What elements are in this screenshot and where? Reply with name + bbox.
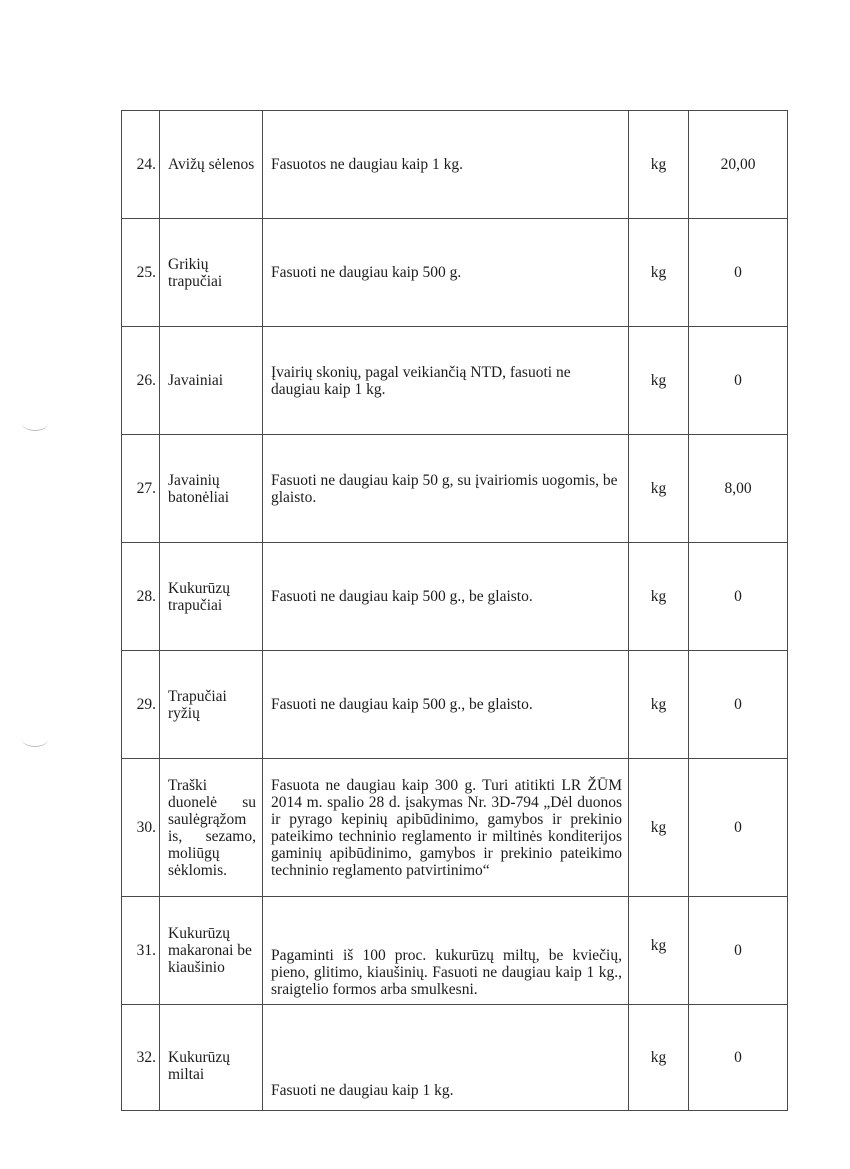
product-description: Fasuota ne daugiau kaip 300 g. Turi atitikti LR ŽŪM 2014 m. spalio 28 d. įsakymas Nr. 3D-794 „Dėl duonos ir pyrago kepinių apibūdinimo, gamybos ir prekinio pateikimo techninio reglamento ir miltinės konditerijos gaminių apibūdinimo, gamybos ir prekinio pateikimo techninio reglamento patvirtinimo“ <box>263 759 629 897</box>
product-name: Kukurūzų miltai <box>168 1048 230 1083</box>
product-name-cell <box>160 1005 263 1111</box>
quantity: 8,00 <box>689 435 788 543</box>
row-number: 31. <box>122 897 160 1005</box>
quantity: 20,00 <box>689 111 788 219</box>
product-name: Kukurūzų trapučiai <box>160 543 263 651</box>
product-name: Traški duonelė su saulėgrąžom is, sezamo, moliūgų sėklomis. <box>160 759 263 897</box>
product-description: Įvairių skonių, pagal veikiančią NTD, fasuoti ne daugiau kaip 1 kg. <box>263 327 629 435</box>
row-number: 28. <box>122 543 160 651</box>
quantity: 0 <box>689 651 788 759</box>
product-name: Javainių batonėliai <box>160 435 263 543</box>
product-description: Fasuoti ne daugiau kaip 50 g, su įvairiomis uogomis, be glaisto. <box>263 435 629 543</box>
table-row <box>122 897 788 1005</box>
product-name: Kukurūzų makaronai be kiaušinio <box>160 897 263 1005</box>
product-name: Javainiai <box>160 327 263 435</box>
table-row <box>122 759 788 897</box>
product-description: Fasuoti ne daugiau kaip 500 g. <box>263 219 629 327</box>
product-description: Fasuoti ne daugiau kaip 500 g., be glaisto. <box>263 543 629 651</box>
unit: kg <box>629 651 689 759</box>
unit-cell <box>629 897 689 1005</box>
quantity: 0 <box>689 219 788 327</box>
unit: kg <box>629 327 689 435</box>
table-row <box>122 1005 788 1111</box>
unit: kg <box>629 1005 689 1111</box>
scan-mark <box>22 732 48 747</box>
unit: kg <box>629 219 689 327</box>
unit: kg <box>629 111 689 219</box>
row-number: 29. <box>122 651 160 759</box>
unit: kg <box>629 759 689 897</box>
quantity: 0 <box>689 1005 788 1111</box>
row-number: 25. <box>122 219 160 327</box>
quantity: 0 <box>689 543 788 651</box>
row-number: 30. <box>122 759 160 897</box>
quantity: 0 <box>689 759 788 897</box>
unit: kg <box>650 937 667 954</box>
quantity: 0 <box>689 327 788 435</box>
product-description: Fasuotos ne daugiau kaip 1 kg. <box>263 111 629 219</box>
table-row <box>122 219 788 327</box>
product-name: Avižų sėlenos <box>160 111 263 219</box>
product-name: Grikių trapučiai <box>160 219 263 327</box>
product-description-cell <box>263 897 629 1005</box>
product-description: Pagaminti iš 100 proc. kukurūzų miltų, be kviečių, pieno, glitimo, kiaušinių. Fasuoti ne daugiau kaip 1 kg., sraigtelio formos arba smulkesni. <box>271 946 622 998</box>
table-row <box>122 435 788 543</box>
row-number: 26. <box>122 327 160 435</box>
product-name: Trapučiai ryžių <box>160 651 263 759</box>
row-number: 24. <box>122 111 160 219</box>
table-row <box>122 111 788 219</box>
product-description: Fasuoti ne daugiau kaip 500 g., be glaisto. <box>263 651 629 759</box>
table-row <box>122 543 788 651</box>
product-table <box>121 110 788 1111</box>
table-row <box>122 327 788 435</box>
row-number: 27. <box>122 435 160 543</box>
scan-mark <box>22 416 48 431</box>
unit: kg <box>629 543 689 651</box>
quantity: 0 <box>689 897 788 1005</box>
table-row <box>122 651 788 759</box>
product-description-cell <box>263 1005 629 1111</box>
unit: kg <box>629 435 689 543</box>
product-description: Fasuoti ne daugiau kaip 1 kg. <box>271 1081 454 1099</box>
row-number: 32. <box>122 1005 160 1111</box>
